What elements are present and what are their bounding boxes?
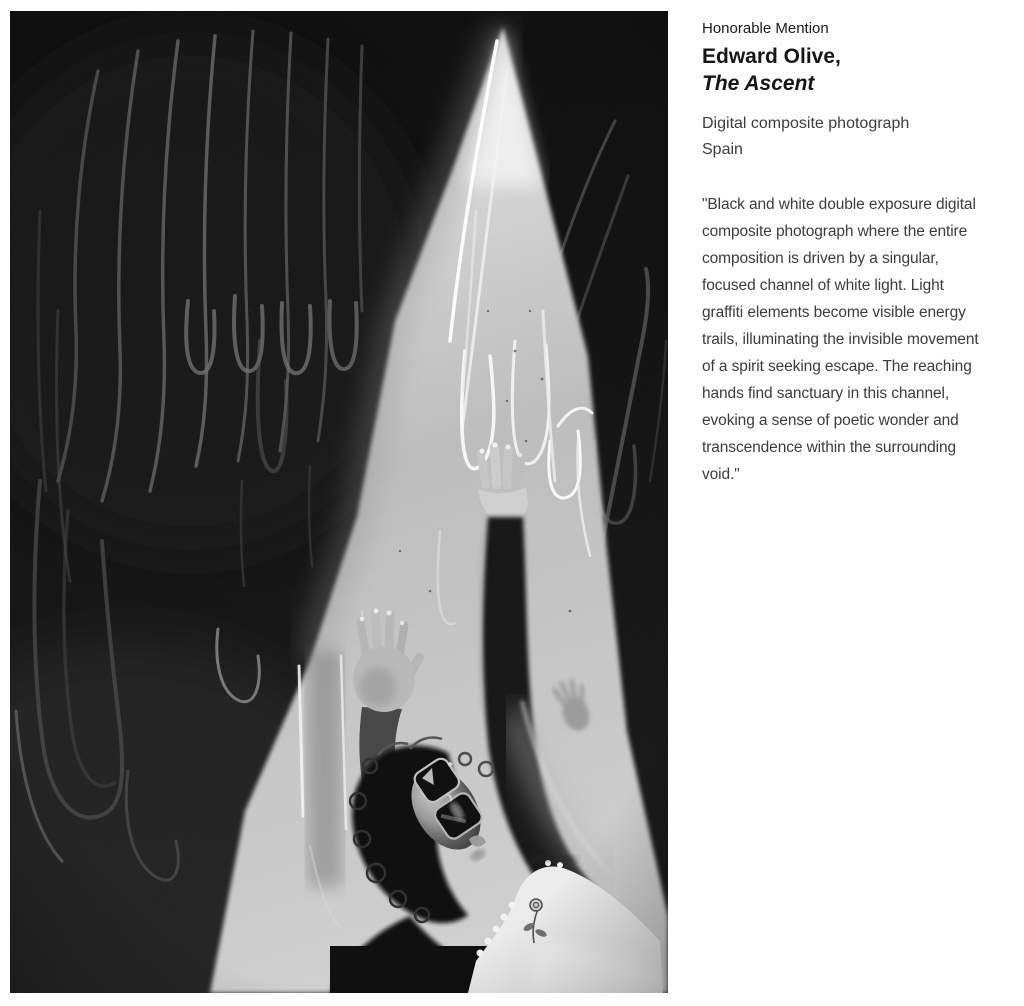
statement-line: composite photograph where the entire bbox=[702, 223, 968, 240]
statement-line: "Black and white double exposure digital bbox=[702, 196, 976, 213]
artist-statement bbox=[702, 191, 1020, 488]
statement-line: of a spirit seeking escape. The reaching bbox=[702, 358, 972, 375]
artwork-meta bbox=[702, 111, 1020, 163]
artwork-country: Spain bbox=[702, 141, 743, 158]
artwork-title: The Ascent bbox=[702, 72, 815, 95]
statement-line: graffiti elements become visible energy bbox=[702, 304, 966, 321]
statement-line: composition is driven by a singular, bbox=[702, 250, 939, 267]
statement-line: void." bbox=[702, 466, 740, 483]
statement-line: focused channel of white light. Light bbox=[702, 277, 944, 294]
artist-name: Edward Olive, bbox=[702, 45, 841, 68]
statement-line: evoking a sense of poetic wonder and bbox=[702, 412, 959, 429]
statement-line: hands find sanctuary in this channel, bbox=[702, 385, 950, 402]
artwork-info-panel bbox=[702, 19, 1020, 488]
statement-line: trails, illuminating the invisible movement bbox=[702, 331, 979, 348]
artwork-medium: Digital composite photograph bbox=[702, 115, 910, 132]
artwork-photo bbox=[10, 11, 668, 993]
film-grain bbox=[10, 11, 668, 993]
award-label: Honorable Mention bbox=[702, 20, 829, 37]
artwork-photo-canvas bbox=[10, 11, 668, 993]
statement-line: transcendence within the surrounding bbox=[702, 439, 957, 456]
